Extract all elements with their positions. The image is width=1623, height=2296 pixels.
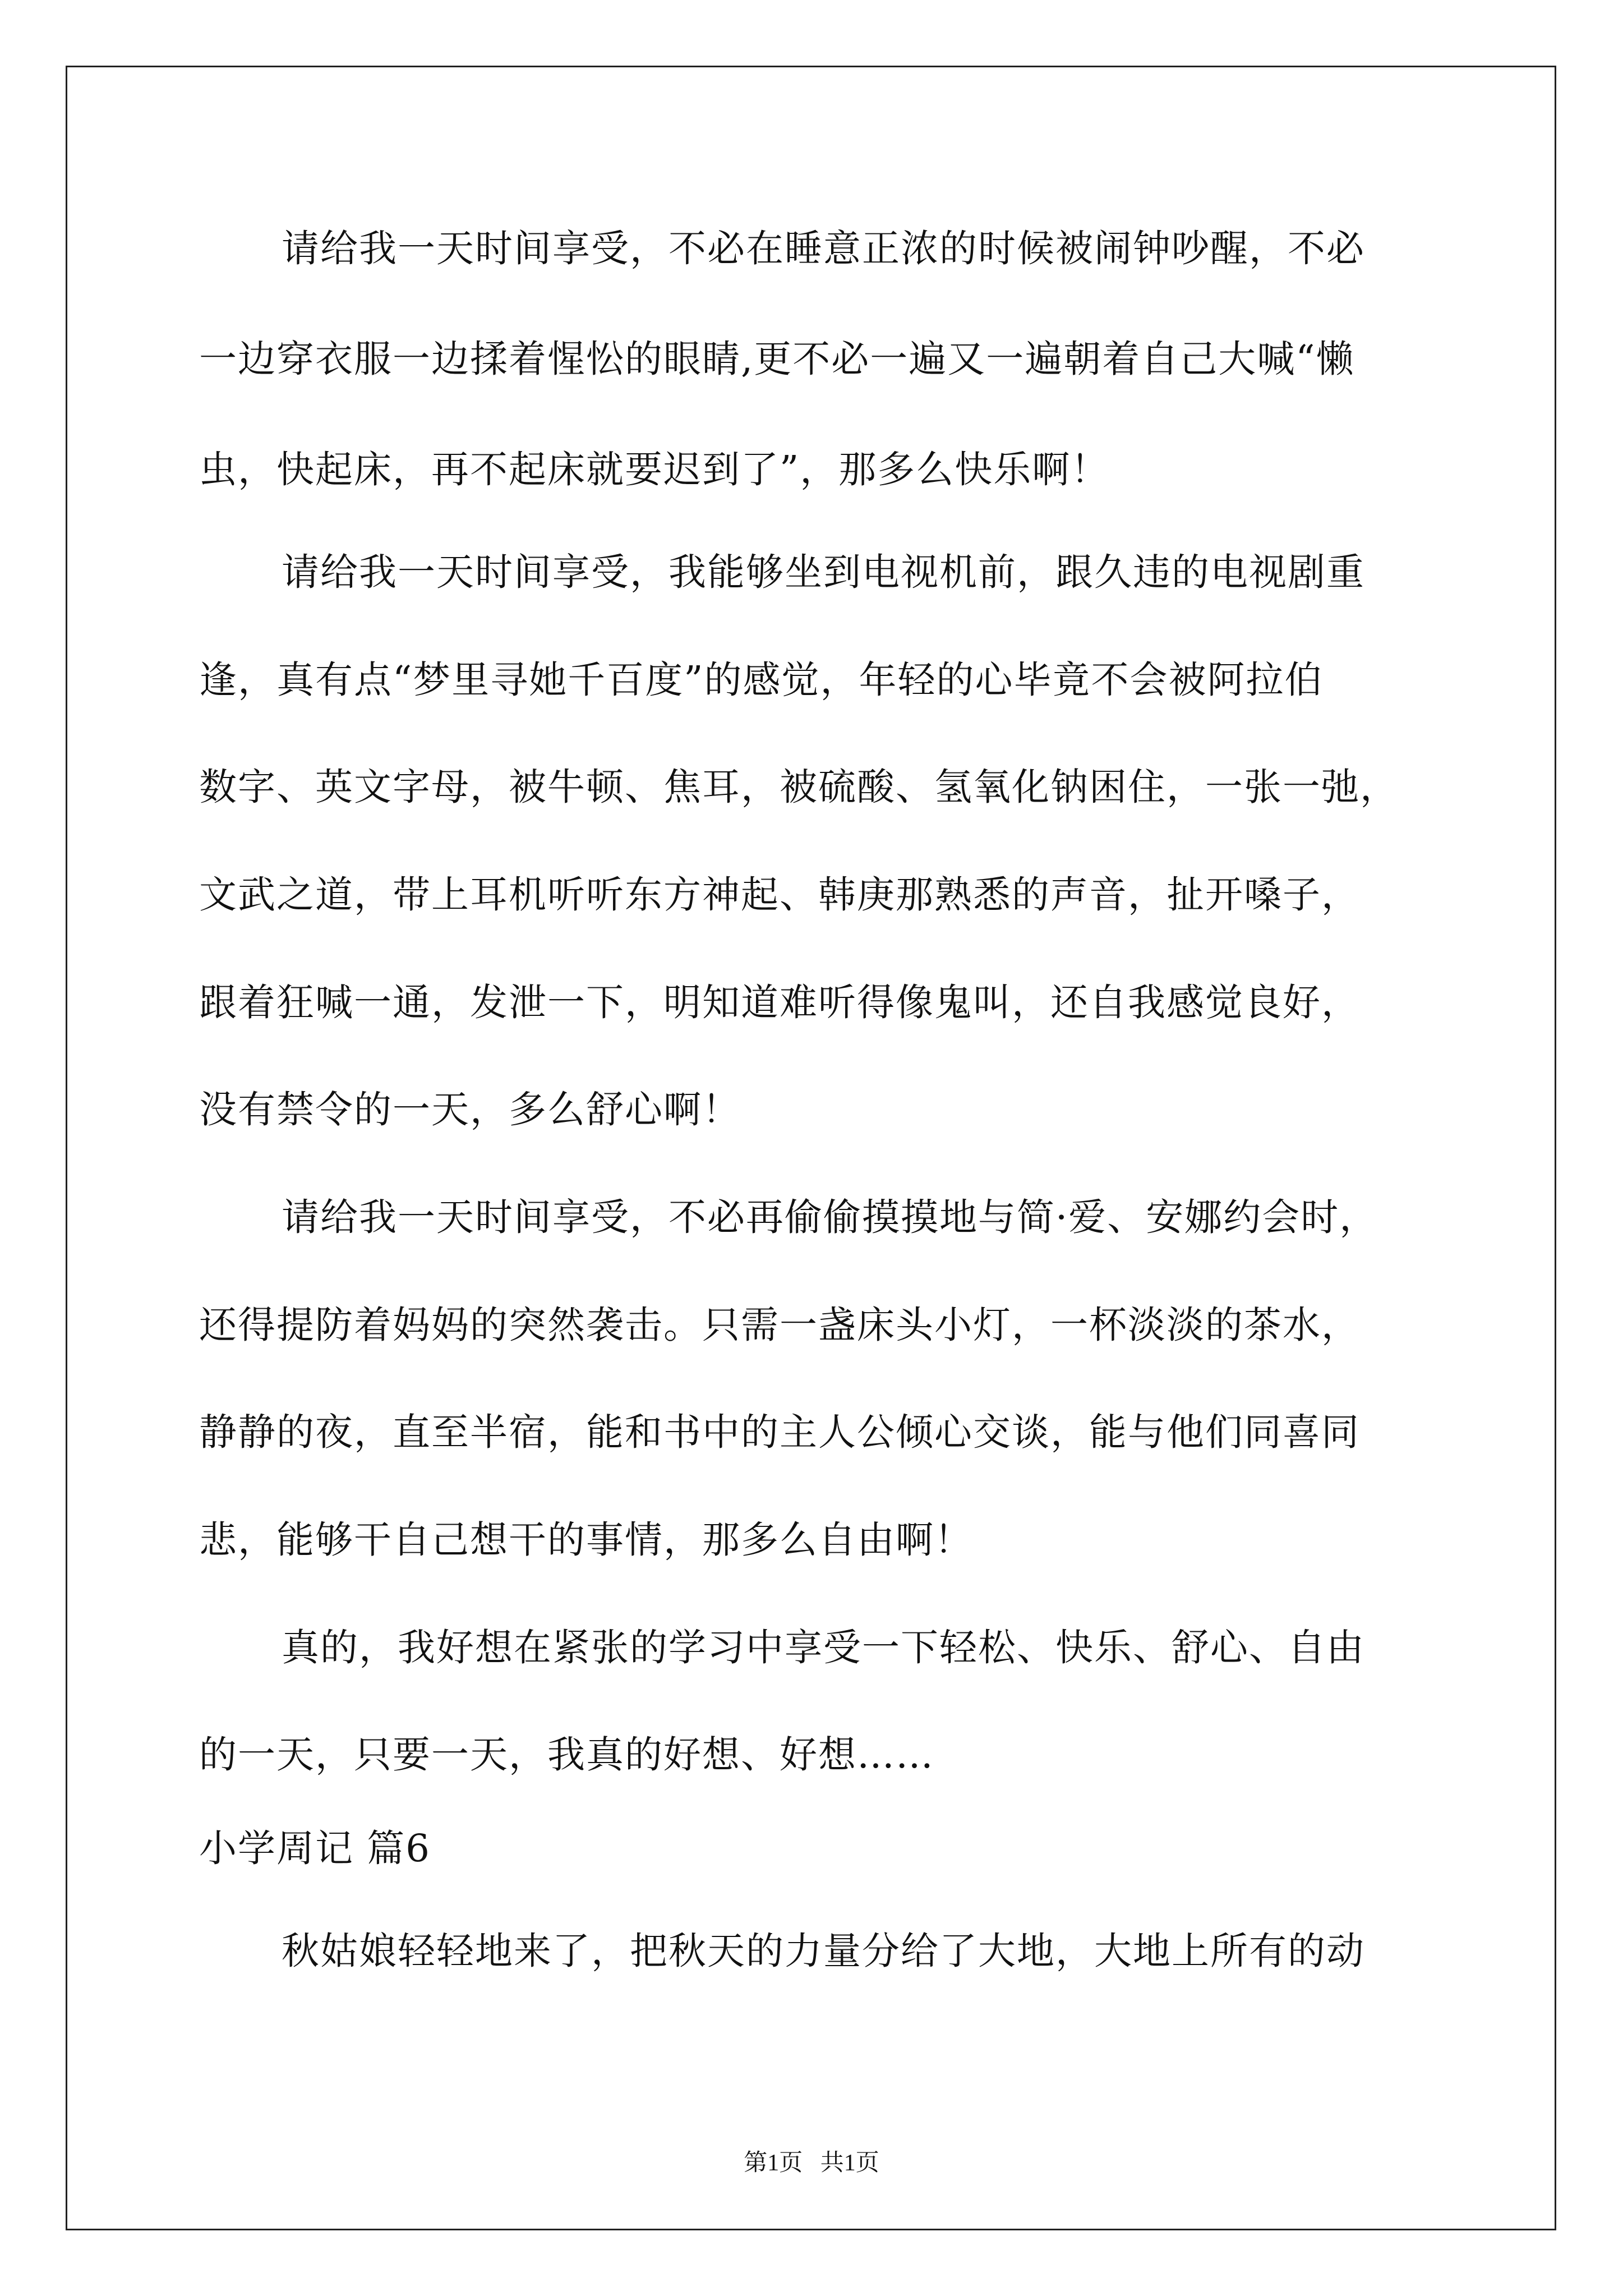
paragraph-4-line-2: 的一天，只要一天，我真的好想、好想…… xyxy=(199,1733,934,1777)
paragraph-1-line-2: 一边穿衣服一边揉着惺忪的眼睛,更不必一遍又一遍朝着自己大喊“懒 xyxy=(199,337,1355,381)
paragraph-2-line-5: 跟着狂喊一通，发泄一下，明知道难听得像鬼叫，还自我感觉良好， xyxy=(199,981,1360,1024)
paragraph-4-line-1: 真的，我好想在紧张的学习中享受一下轻松、快乐、舒心、自由 xyxy=(282,1626,1365,1669)
page-footer: 第1页 共1页 xyxy=(744,2150,879,2176)
paragraph-2-line-6: 没有禁令的一天，多么舒心啊！ xyxy=(199,1088,741,1131)
section-heading: 小学周记 篇6 xyxy=(199,1826,431,1870)
page-border xyxy=(66,66,1556,2230)
paragraph-2-line-1: 请给我一天时间享受，我能够坐到电视机前，跟久违的电视剧重 xyxy=(282,550,1365,594)
paragraph-3-line-1: 请给我一天时间享受，不必再偷偷摸摸地与简·爱、安娜约会时， xyxy=(282,1195,1378,1239)
paragraph-3-line-4: 悲，能够干自己想干的事情，那多么自由啊！ xyxy=(199,1518,973,1562)
paragraph-2-line-3: 数字、英文字母，被牛顿、焦耳，被硫酸、氢氧化钠困住，一张一弛， xyxy=(199,765,1399,809)
paragraph-1-line-3: 虫，快起床，再不起床就要迟到了”，那多么快乐啊！ xyxy=(199,448,1110,491)
paragraph-3-line-2: 还得提防着妈妈的突然袭击。只需一盏床头小灯，一杯淡淡的茶水， xyxy=(199,1303,1360,1347)
paragraph-1-line-1: 请给我一天时间享受，不必在睡意正浓的时候被闹钟吵醒，不必 xyxy=(282,227,1365,270)
paragraph-2-line-4: 文武之道，带上耳机听听东方神起、韩庚那熟悉的声音，扯开嗓子， xyxy=(199,873,1360,917)
paragraph-3-line-3: 静静的夜，直至半宿，能和书中的主人公倾心交谈，能与他们同喜同 xyxy=(199,1410,1360,1454)
paragraph-2-line-2: 逢，真有点“梦里寻她千百度”的感觉，年轻的心毕竟不会被阿拉伯 xyxy=(199,658,1324,702)
paragraph-5-line-1: 秋姑娘轻轻地来了，把秋天的力量分给了大地，大地上所有的动 xyxy=(282,1929,1365,1973)
